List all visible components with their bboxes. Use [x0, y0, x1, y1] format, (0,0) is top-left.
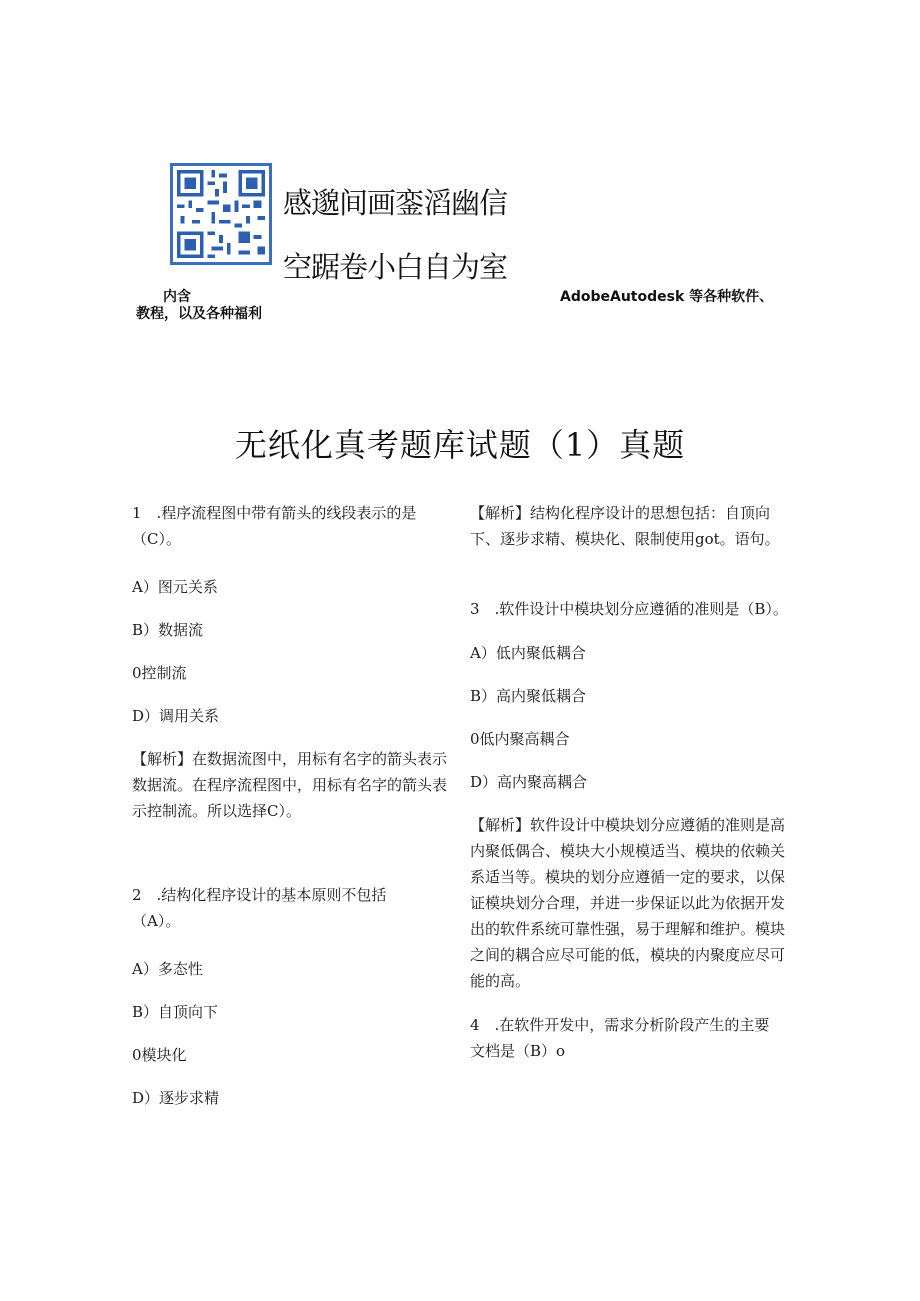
question-1-stem-line-1: 1 .程序流程图中带有箭头的线段表示的是: [132, 504, 417, 522]
right-column: [470, 500, 800, 1080]
question-1-option-a: A）图元关系: [132, 578, 218, 596]
promo-small-left: 内含: [163, 289, 191, 305]
promo-small-line-2: 教程，以及各种福利: [136, 306, 262, 322]
question-1-stem-line-2: （C）。: [132, 530, 181, 548]
question-4: [470, 1012, 800, 1064]
question-2-option-a: A）多态性: [132, 960, 203, 978]
question-3-explanation: 【解析】软件设计中模块划分应遵循的准则是高内聚低偶合、模块大小规模适当、模块的依赖关系适当等。模块的划分应遵循一定的要求，以保证模块划分合理，并进一步保证以此为依据开发出的软件系统可靠性强，易于理解和维护。模块之间的耦合应尽可能的低，模块的内聚度应尽可能的高。: [470, 816, 786, 990]
page-title: 无纸化真考题库试题（1）真题: [234, 426, 686, 464]
question-3-stem: 3 .软件设计中模块划分应遵循的准则是（B）。: [470, 600, 788, 618]
question-3-option-c: 0低内聚高耦合: [470, 730, 570, 748]
left-column: [132, 500, 462, 1128]
question-1-option-d: D）调用关系: [132, 707, 220, 725]
question-2-option-c: 0模块化: [132, 1046, 187, 1064]
question-2-explanation: 【解析】结构化程序设计的思想包括：自顶向下、逐步求精、模块化、限制使用got。语句。: [470, 504, 780, 548]
promo-small-right: AdobeAutodesk 等各种软件、: [560, 289, 774, 305]
question-1-explanation: 【解析】在数据流图中，用标有名字的箭头表示数据流。在程序流程图中，用标有名字的箭头表示控制流。所以选择C）。: [132, 750, 448, 820]
question-3-option-a: A）低内聚低耦合: [470, 644, 586, 662]
question-2-stem-line-1: 2 .结构化程序设计的基本原则不包括: [132, 886, 387, 904]
question-4-stem-line-2: 文档是（B）o: [470, 1042, 566, 1060]
question-1-option-c: 0控制流: [132, 664, 187, 682]
question-2-option-b: B）自顶向下: [132, 1003, 219, 1021]
promo-line-1: 感邈间画銮滔幽信: [283, 186, 508, 220]
question-2-stem-line-2: （A）。: [132, 912, 181, 930]
question-2-option-d: D）逐步求精: [132, 1089, 220, 1107]
qr-code-icon: [170, 163, 272, 265]
question-2: [132, 882, 462, 934]
question-4-stem-line-1: 4 .在软件开发中，需求分析阶段产生的主要: [470, 1016, 770, 1034]
promo-line-2: 空踞卷小白自为室: [283, 250, 508, 284]
question-3-option-d: D）高内聚高耦合: [470, 773, 588, 791]
question-1: [132, 500, 462, 552]
question-1-option-b: B）数据流: [132, 621, 204, 639]
question-3-option-b: B）高内聚低耦合: [470, 687, 587, 705]
